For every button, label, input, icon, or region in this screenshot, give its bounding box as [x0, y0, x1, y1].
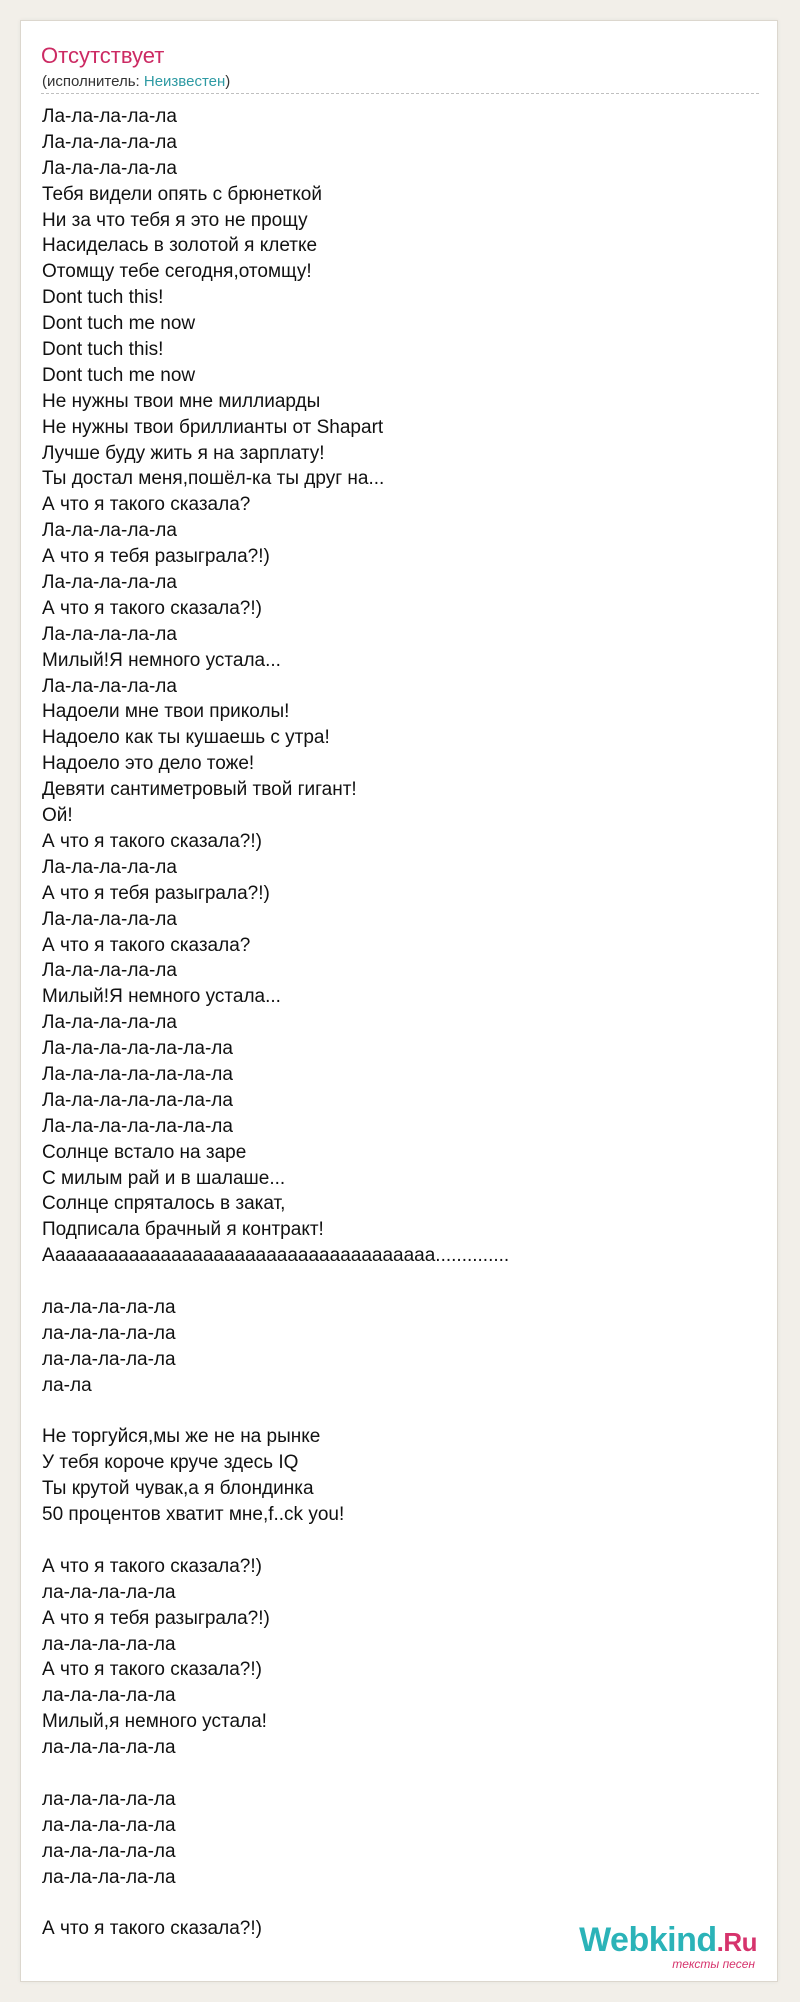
logo-main-text: Webkind: [579, 1921, 717, 1959]
lyric-blank-line: [42, 1269, 742, 1295]
lyric-line: Ла-ла-ла-ла-ла-ла-ла: [42, 1089, 233, 1111]
lyric-line: Насиделась в золотой я клетке: [42, 235, 318, 257]
artist-prefix: (исполнитель:: [42, 73, 144, 90]
lyric-line: А что я такого сказала?!): [42, 1555, 262, 1577]
lyric-line: А что я такого сказала?!): [42, 830, 262, 852]
lyric-line: Ла-ла-ла-ла-ла: [42, 675, 177, 697]
lyric-line: Dont tuch this!: [42, 339, 164, 361]
lyric-line: Dont tuch this!: [42, 287, 164, 309]
lyric-line: ла-ла-ла-ла-ла: [42, 1814, 176, 1836]
lyric-line: Лучше буду жить я на зарплату!: [42, 442, 325, 464]
lyric-line: Ла-ла-ла-ла-ла: [42, 157, 177, 179]
lyric-line: Dont tuch me now: [42, 313, 196, 335]
lyric-line: Ла-ла-ла-ла-ла: [42, 572, 177, 594]
lyric-line: Ла-ла-ла-ла-ла: [42, 856, 177, 878]
lyric-line: ла-ла-ла-ла-ла: [42, 1581, 176, 1603]
lyric-line: А что я тебя разыграла?!): [42, 882, 270, 904]
lyric-line: Ла-ла-ла-ла-ла: [42, 520, 177, 542]
lyric-line: Надоело как ты кушаешь с утра!: [42, 727, 330, 749]
lyrics-body: [42, 104, 742, 1942]
lyric-line: С милым рай и в шалаше...: [42, 1167, 286, 1189]
lyric-line: Не торгуйся,мы же не на рынке: [42, 1426, 321, 1448]
logo-tld: .Ru: [716, 1927, 757, 1957]
lyric-line: Девяти сантиметровый твой гигант!: [42, 779, 357, 801]
lyric-line: Солнце встало на заре: [42, 1141, 247, 1163]
lyric-line: Ла-ла-ла-ла-ла: [42, 960, 177, 982]
lyric-line: Не нужны твои бриллианты от Shapart: [42, 416, 384, 438]
lyric-line: Солнце спряталось в закат,: [42, 1193, 286, 1215]
lyric-line: ла-ла-ла-ла-ла: [42, 1866, 176, 1888]
lyric-line: Ла-ла-ла-ла-ла: [42, 1012, 177, 1034]
lyric-line: У тебя короче круче здесь IQ: [42, 1452, 299, 1474]
lyric-line: А что я такого сказала?!): [42, 1659, 262, 1681]
lyric-line: Ты достал меня,пошёл-ка ты друг на...: [42, 468, 385, 490]
lyric-line: А что я такого сказала?: [42, 934, 251, 956]
lyric-line: ла-ла-ла-ла-ла: [42, 1633, 176, 1655]
lyric-line: Не нужны твои мне миллиарды: [42, 390, 321, 412]
lyric-line: ла-ла-ла-ла-ла: [42, 1788, 176, 1810]
lyric-blank-line: [42, 1761, 742, 1787]
lyric-line: Отомщу тебе сегодня,отомщу!: [42, 261, 312, 283]
lyric-line: Ой!: [42, 805, 73, 827]
lyric-line: Ла-ла-ла-ла-ла-ла-ла: [42, 1038, 233, 1060]
lyric-line: А что я тебя разыграла?!): [42, 546, 270, 568]
logo-wordmark: [557, 1921, 757, 1961]
lyric-line: Милый!Я немного устала...: [42, 986, 281, 1008]
lyric-line: Ла-ла-ла-ла-ла-ла-ла: [42, 1115, 233, 1137]
lyric-line: Ааааааааааааааааааааааааааааааааааааа..............: [42, 1245, 510, 1267]
lyric-line: А что я такого сказала?!): [42, 1918, 262, 1940]
lyric-line: А что я такого сказала?: [42, 494, 251, 516]
lyric-line: Ты крутой чувак,а я блондинка: [42, 1478, 314, 1500]
lyric-line: Надоели мне твои приколы!: [42, 701, 290, 723]
lyric-line: ла-ла-ла-ла-ла: [42, 1348, 176, 1370]
lyric-line: Ла-ла-ла-ла-ла: [42, 623, 177, 645]
lyric-line: Тебя видели опять с брюнеткой: [42, 183, 322, 205]
lyric-line: ла-ла-ла-ла-ла: [42, 1296, 176, 1318]
site-logo[interactable]: [557, 1921, 757, 1975]
lyric-line: Ла-ла-ла-ла-ла: [42, 131, 177, 153]
song-title: Отсутствует: [41, 43, 165, 68]
header-divider: [41, 93, 759, 94]
lyric-blank-line: [42, 1528, 742, 1554]
lyric-line: ла-ла-ла-ла-ла: [42, 1322, 176, 1344]
artist-line: [42, 73, 230, 91]
artist-link[interactable]: Неизвестен: [143, 73, 226, 90]
lyric-line: Надоело это дело тоже!: [42, 753, 255, 775]
lyric-line: 50 процентов хватит мне,f..ck you!: [42, 1504, 345, 1526]
lyric-line: А что я тебя разыграла?!): [42, 1607, 270, 1629]
lyric-line: ла-ла: [42, 1374, 92, 1396]
logo-tagline: тексты песен: [672, 1957, 755, 1971]
lyric-line: Милый,я немного устала!: [42, 1711, 267, 1733]
lyric-line: Подписала брачный я контракт!: [42, 1219, 324, 1241]
lyric-line: ла-ла-ла-ла-ла: [42, 1737, 176, 1759]
lyric-line: Ла-ла-ла-ла-ла-ла-ла: [42, 1063, 233, 1085]
artist-suffix: ): [225, 73, 231, 90]
lyric-line: ла-ла-ла-ла-ла: [42, 1685, 176, 1707]
lyric-line: Dont tuch me now: [42, 364, 196, 386]
lyric-line: Милый!Я немного устала...: [42, 649, 281, 671]
lyric-blank-line: [42, 1890, 742, 1916]
lyric-line: Ни за что тебя я это не прощу: [42, 209, 308, 231]
lyrics-card: [20, 20, 778, 1982]
lyric-line: Ла-ла-ла-ла-ла: [42, 908, 177, 930]
lyric-line: Ла-ла-ла-ла-ла: [42, 106, 177, 127]
lyric-blank-line: [42, 1399, 742, 1425]
lyric-line: А что я такого сказала?!): [42, 597, 262, 619]
lyric-line: ла-ла-ла-ла-ла: [42, 1840, 176, 1862]
